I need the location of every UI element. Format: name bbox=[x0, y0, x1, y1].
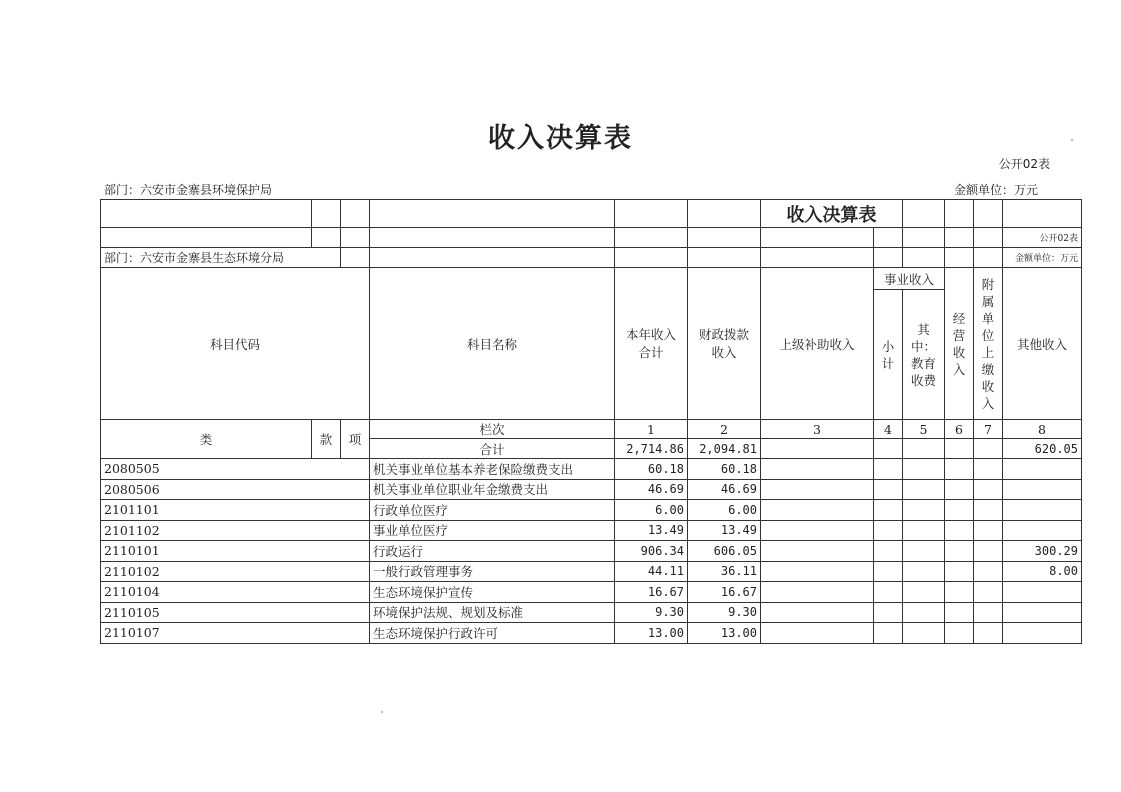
row-code: 2080506 bbox=[101, 479, 370, 500]
col-num: 1 bbox=[615, 420, 688, 439]
education-total-value bbox=[903, 439, 945, 459]
row-name: 生态环境保护宣传 bbox=[370, 582, 615, 603]
row-total: 6.00 bbox=[615, 500, 688, 521]
col-num: 2 bbox=[688, 420, 761, 439]
operating-header: 经营收入 bbox=[945, 268, 974, 420]
table-row bbox=[101, 479, 1082, 500]
row-fiscal: 9.30 bbox=[688, 602, 761, 623]
column-index-label: 栏次 bbox=[370, 420, 615, 439]
row-other bbox=[1003, 459, 1082, 480]
row-name: 机关事业单位职业年金缴费支出 bbox=[370, 479, 615, 500]
row-fiscal: 13.00 bbox=[688, 623, 761, 644]
inner-title-row bbox=[101, 200, 1082, 228]
row-other bbox=[1003, 623, 1082, 644]
col-num: 3 bbox=[761, 420, 874, 439]
inner-department-row bbox=[101, 248, 1082, 268]
data-rows bbox=[101, 459, 1082, 644]
affiliated-header: 附属单位上缴收入 bbox=[974, 268, 1003, 420]
table-row bbox=[101, 459, 1082, 480]
page-title: 收入决算表 bbox=[488, 123, 633, 154]
lei-header: 类 bbox=[101, 420, 312, 459]
row-other bbox=[1003, 500, 1082, 521]
row-name: 生态环境保护行政许可 bbox=[370, 623, 615, 644]
xiang-header: 项 bbox=[341, 420, 370, 459]
row-other: 300.29 bbox=[1003, 541, 1082, 562]
column-index-row bbox=[101, 420, 1082, 439]
row-total: 16.67 bbox=[615, 582, 688, 603]
department-label: 部门：六安市金寨县环境保护局 bbox=[104, 183, 273, 197]
unit-label: 金额单位：万元 bbox=[953, 183, 1038, 197]
row-fiscal: 16.67 bbox=[688, 582, 761, 603]
row-total: 9.30 bbox=[615, 602, 688, 623]
col-num: 6 bbox=[945, 420, 974, 439]
row-other: 8.00 bbox=[1003, 561, 1082, 582]
row-fiscal: 6.00 bbox=[688, 500, 761, 521]
row-code: 2110105 bbox=[101, 602, 370, 623]
subject-code-header: 科目代码 bbox=[101, 268, 370, 420]
subtotal-total-value bbox=[874, 439, 903, 459]
inner-code-row bbox=[101, 228, 1082, 248]
fiscal-header: 财政拨款收入 bbox=[688, 268, 761, 420]
row-fiscal: 606.05 bbox=[688, 541, 761, 562]
kuan-header: 款 bbox=[312, 420, 341, 459]
row-other bbox=[1003, 479, 1082, 500]
row-code: 2101101 bbox=[101, 500, 370, 521]
table-row bbox=[101, 602, 1082, 623]
table-row bbox=[101, 541, 1082, 562]
inner-form-code: 公开02表 bbox=[1003, 228, 1082, 248]
scan-speck bbox=[381, 711, 383, 713]
row-name: 行政运行 bbox=[370, 541, 615, 562]
row-code: 2110101 bbox=[101, 541, 370, 562]
row-other bbox=[1003, 582, 1082, 603]
inner-department: 部门：六安市金寨县生态环境分局 bbox=[101, 248, 341, 268]
affiliated-total-value bbox=[974, 439, 1003, 459]
row-code: 2101102 bbox=[101, 520, 370, 541]
superior-total-value bbox=[761, 439, 874, 459]
row-fiscal: 46.69 bbox=[688, 479, 761, 500]
row-total: 60.18 bbox=[615, 459, 688, 480]
total-income-header: 本年收入合计 bbox=[615, 268, 688, 420]
row-total: 13.49 bbox=[615, 520, 688, 541]
row-other bbox=[1003, 602, 1082, 623]
income-table bbox=[100, 199, 1082, 644]
total-income-value: 2,714.86 bbox=[615, 439, 688, 459]
col-num: 4 bbox=[874, 420, 903, 439]
row-name: 环境保护法规、规划及标准 bbox=[370, 602, 615, 623]
row-name: 事业单位医疗 bbox=[370, 520, 615, 541]
row-total: 906.34 bbox=[615, 541, 688, 562]
row-code: 2110104 bbox=[101, 582, 370, 603]
col-num: 8 bbox=[1003, 420, 1082, 439]
subtotal-header: 小计 bbox=[874, 290, 903, 420]
subject-name-header: 科目名称 bbox=[370, 268, 615, 420]
operating-total-value bbox=[945, 439, 974, 459]
row-total: 44.11 bbox=[615, 561, 688, 582]
row-fiscal: 36.11 bbox=[688, 561, 761, 582]
row-name: 一般行政管理事务 bbox=[370, 561, 615, 582]
table-row bbox=[101, 561, 1082, 582]
education-header: 其中：教育收费 bbox=[903, 290, 945, 420]
total-label: 合计 bbox=[370, 439, 615, 459]
row-fiscal: 60.18 bbox=[688, 459, 761, 480]
other-header: 其他收入 bbox=[1003, 268, 1082, 420]
table-row bbox=[101, 500, 1082, 521]
row-total: 46.69 bbox=[615, 479, 688, 500]
header-row-1 bbox=[101, 268, 1082, 290]
inner-unit: 金额单位：万元 bbox=[1003, 248, 1082, 268]
row-total: 13.00 bbox=[615, 623, 688, 644]
inner-title: 收入决算表 bbox=[761, 200, 903, 228]
row-code: 2110102 bbox=[101, 561, 370, 582]
col-num: 5 bbox=[903, 420, 945, 439]
row-name: 机关事业单位基本养老保险缴费支出 bbox=[370, 459, 615, 480]
row-other bbox=[1003, 520, 1082, 541]
row-name: 行政单位医疗 bbox=[370, 500, 615, 521]
row-fiscal: 13.49 bbox=[688, 520, 761, 541]
col-num: 7 bbox=[974, 420, 1003, 439]
business-income-header: 事业收入 bbox=[874, 268, 945, 290]
table-row bbox=[101, 520, 1082, 541]
superior-header: 上级补助收入 bbox=[761, 268, 874, 420]
fiscal-total-value: 2,094.81 bbox=[688, 439, 761, 459]
row-code: 2110107 bbox=[101, 623, 370, 644]
form-code: 公开02表 bbox=[998, 157, 1050, 171]
row-code: 2080505 bbox=[101, 459, 370, 480]
table-row bbox=[101, 582, 1082, 603]
other-total-value: 620.05 bbox=[1003, 439, 1082, 459]
scan-speck bbox=[1071, 139, 1073, 141]
table-row bbox=[101, 623, 1082, 644]
